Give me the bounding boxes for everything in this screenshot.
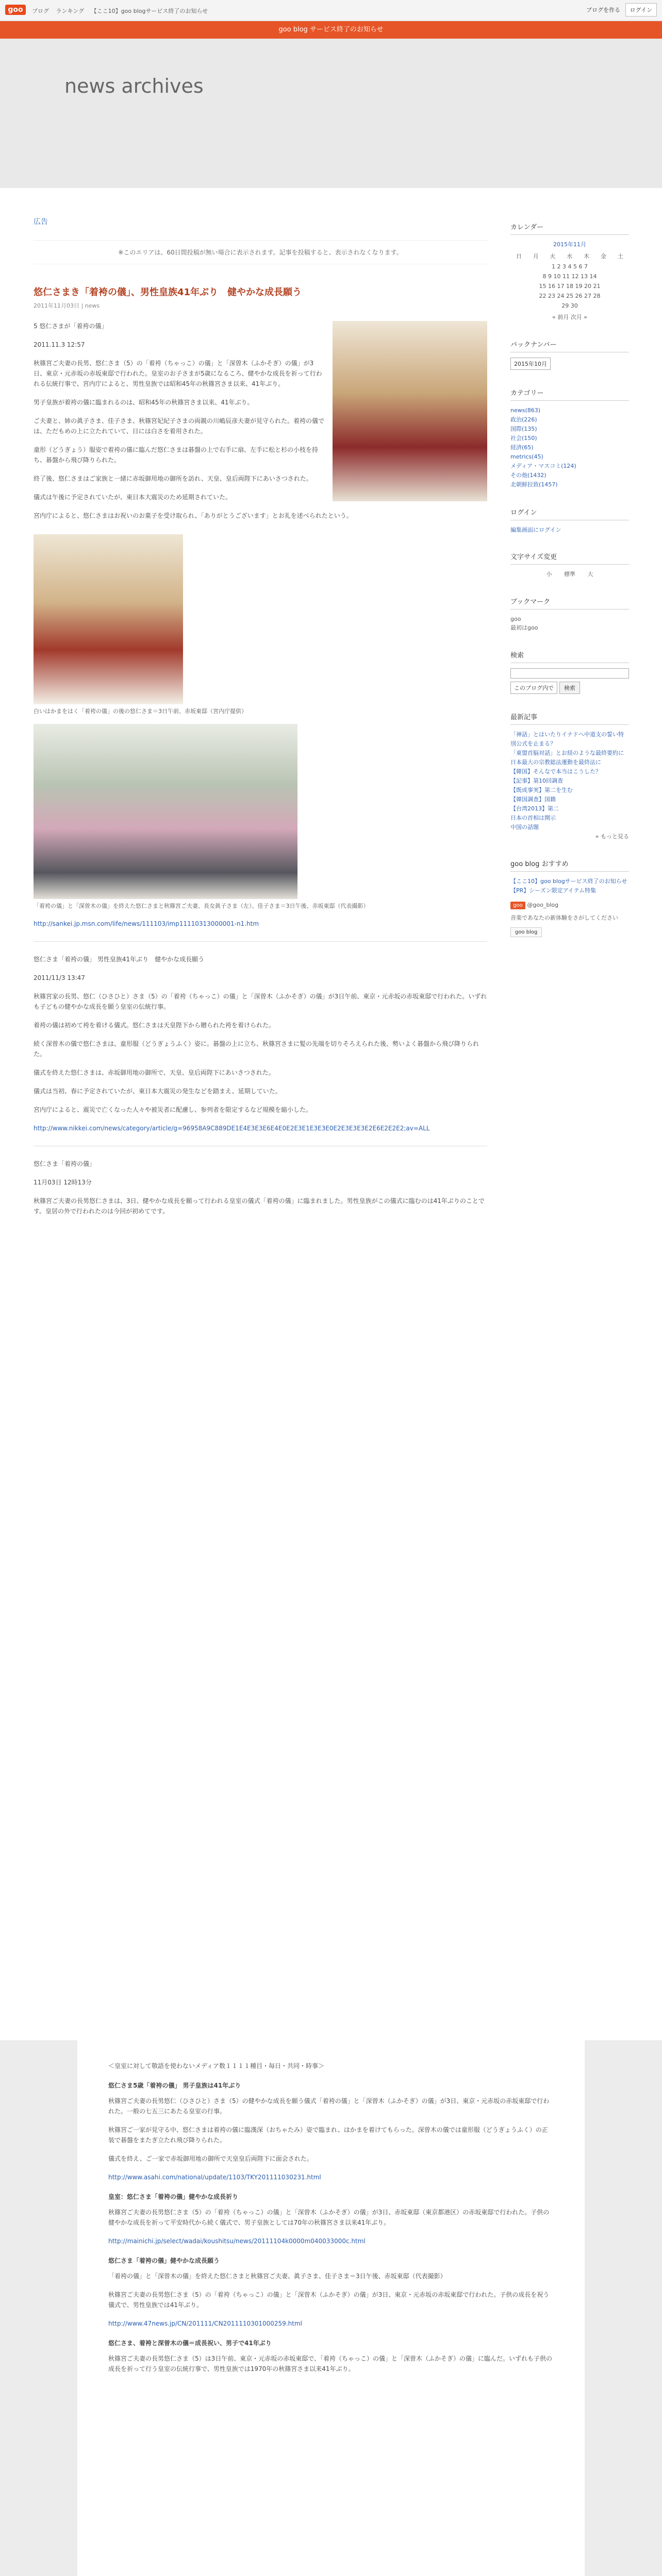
calendar-title: カレンダー: [510, 222, 629, 235]
search-title: 検索: [510, 650, 629, 663]
category-title: カテゴリー: [510, 387, 629, 401]
photo-prince-right: [333, 321, 487, 501]
paragraph: 秋篠宮ご夫妻の長男悠仁さま（5）の「着袴（ちゃっこ）の儀」と「深曽木（ふかそぎ）の儀」が3日、東京・元赤坂の赤坂東邸で行われた。子供の成長を祝う儀式で、男性皇族では41年ぶり。: [108, 2291, 550, 2309]
paragraph: 秋篠宮ご夫妻の長男悠仁（ひさひと）さま（5）の健やかな成長を願う儀式「着袴の儀」と「深曽木（ふかそぎ）の儀」が3日、東京・元赤坂の赤坂東邸で行われた。一般の七五三にあたる皇室の行事。: [108, 2097, 550, 2115]
source-title: 5 悠仁さまが「着袴の儀」: [34, 323, 108, 330]
recent-item[interactable]: 【韓国調査】国籍: [510, 796, 556, 803]
category-item[interactable]: 社会(150): [510, 435, 537, 442]
paragraph: ご夫妻と、姉の眞子さま、佳子さま、秋篠宮妃紀子さまの両親の川嶋辰彦夫妻が見守られた。着袴の儀では、ただもめの上に立たれていて、日には白さを着用された。: [34, 417, 325, 435]
weekday: 日: [516, 253, 522, 260]
goo-blog-badge[interactable]: goo blog: [510, 927, 542, 937]
entry-meta: 2011年11月03日 | news: [34, 302, 100, 309]
entry-body: [34, 321, 487, 1216]
sub-title: 悠仁さま「着袴の儀」 男性皇族41年ぶり 健やかな成長願う: [34, 956, 205, 963]
calendar-block: [510, 222, 629, 321]
calendar-table: [510, 250, 629, 311]
paragraph: 秋篠宮ご夫妻の長男悠仁さま（5）の「着袴（ちゃっこ）の儀」と「深曽木（ふかそぎ）の儀」が3日、赤坂東邸（東京都港区）の赤坂東邸で行われた。子供の健やかな成長を祈って平安時代から続く儀式で、男子皇族としては70年の秋篠宮さま以来41年ぶり。: [108, 2209, 550, 2226]
lower-panel-body: [77, 2040, 585, 2403]
paragraph: 儀式を終えた悠仁さまは、赤坂御用地の御所で、天皇、皇后両陛下にあいさつされた。: [34, 1069, 275, 1076]
bookmark-item[interactable]: goo: [510, 616, 521, 622]
sidebar: [510, 222, 629, 955]
photo-caption: 「着袴の儀」と「深曽木の儀」を終えた悠仁さまと秋篠宮ご夫妻、長女眞子さま（左）、佳子さま＝3日午後、赤坂東邸（代表撮影）: [34, 903, 369, 909]
recent-item[interactable]: 中国の話題: [510, 824, 539, 831]
weekday: 水: [567, 253, 573, 260]
textsize-block: [510, 551, 629, 579]
login-block: [510, 507, 629, 534]
calendar-row: 29 30: [561, 302, 578, 309]
blog-header: [0, 39, 662, 188]
panel-section-title: 悠仁さま、着袴と深曽木の儀＝成長祝い、男子で41年ぶり: [108, 2340, 272, 2347]
weekday: 月: [533, 253, 539, 260]
category-item[interactable]: metrics(45): [510, 453, 543, 460]
goo-logo[interactable]: goo: [5, 5, 26, 15]
recent-item[interactable]: 【韓国】そんなで本当はこうした？: [510, 768, 601, 775]
top-right: [586, 3, 657, 16]
paragraph: 秋篠宮ご夫妻の長男、悠仁さま（5）の「着袴（ちゃっこ）の儀」と「深曽木（ふかそぎ）の儀」が3日、東京・元赤坂の赤坂東邸で行われた。皇室のお子さまが5歳になるころ、健やかな成長を祈って行われる伝統行事で、宮内庁によると、男性皇族では昭和45年の秋篠宮さま以来、41年ぶり。: [34, 360, 322, 387]
search-scope-select[interactable]: このブログ内で: [510, 682, 557, 694]
paragraph: 儀式を終え、ご一家で赤坂御用地の御所で天皇皇后両陛下に面会された。: [108, 2155, 313, 2162]
category-item[interactable]: メディア・マスコミ(124): [510, 463, 576, 469]
nav-notice[interactable]: 【ここ10】goo blogサービス終了のお知らせ: [91, 8, 208, 14]
recent-title: 最新記事: [510, 711, 629, 725]
paragraph: 終了後、悠仁さまはご家族と一緒に赤坂御用地の御所を訪れ、天皇、皇后両陛下にあいさつされた。: [34, 475, 312, 482]
edit-login-link[interactable]: 編集画面にログイン: [510, 527, 561, 533]
paragraph: 儀式は当初、春に予定されていたが、東日本大震災の発生などを踏まえ、延期していた。: [34, 1088, 282, 1095]
category-list: [510, 406, 629, 489]
search-block: [510, 650, 629, 694]
calendar-row: 15 16 17 18 19 20 21: [539, 283, 601, 290]
recent-block: [510, 711, 629, 841]
calendar-row: 22 23 24 25 26 27 28: [539, 293, 601, 299]
ad-label: 広告: [34, 218, 48, 226]
paragraph: 秋篠宮家の長男、悠仁（ひさひと）さま（5）の「着袴（ちゃっこ）の儀」と「深曽木（ふかそぎ）の儀」が3日午前、東京・元赤坂の赤坂東邸で行われた。いずれも子どもの健やかな成長を願う皇室の伝統行事。: [34, 993, 487, 1010]
weekday: 火: [550, 253, 556, 260]
category-item[interactable]: news(863): [510, 407, 541, 414]
calendar-row: 1 2 3 4 5 6 7: [552, 263, 588, 270]
paragraph: 儀式は午後に予定されていたが、東日本大震災のため延期されていた。: [34, 494, 232, 501]
recommend-list: [510, 877, 629, 895]
paragraph: 童形（どうぎょう）服姿で着袴の儀に臨んだ悠仁さまは碁盤の上で右手に扇、左手に松と杉の小枝を持ち、碁盤から飛び降りられた。: [34, 446, 319, 464]
bookmark-block: [510, 596, 629, 632]
textsize-large[interactable]: 大: [587, 571, 593, 578]
search-button[interactable]: 検索: [559, 682, 580, 694]
source-link[interactable]: http://sankei.jp.msn.com/life/news/111103/imp11110313000001-n1.htm: [34, 920, 259, 927]
source-link[interactable]: http://www.asahi.com/national/update/1103/TKY201111030231.html: [108, 2174, 321, 2181]
login-title: ログイン: [510, 507, 629, 520]
lower-section: [0, 2040, 662, 2576]
entry: [34, 285, 487, 1216]
paragraph: 宮内庁によると、震災で亡くなった人々や被災者に配慮し、参列者を限定するなど規模を縮小した。: [34, 1106, 312, 1113]
category-item[interactable]: 国際(135): [510, 426, 537, 432]
entry-title[interactable]: 悠仁さまき「着袴の儀」、男性皇族41年ぶり 健やかな成長願う: [34, 287, 302, 298]
category-item[interactable]: 経済(65): [510, 444, 534, 451]
paragraph: 着袴の儀は初めて袴を着ける儀式。悠仁さまは天皇陛下から贈られた袴を着けられた。: [34, 1022, 275, 1029]
paragraph: 続く深曽木の儀で悠仁さまは、童形服（どうぎょうふく）姿に。碁盤の上に立ち、秋篠宮さまに髪の先端を切りそろえられた後、勢いよく碁盤から飛び降りられた。: [34, 1040, 479, 1058]
backnumber-select[interactable]: 2015年10月: [510, 358, 551, 370]
nav-blog[interactable]: ブログ: [32, 8, 49, 14]
recommend-block: [510, 858, 629, 937]
source-link[interactable]: http://www.47news.jp/CN/201111/CN2011110301000259.html: [108, 2320, 302, 2327]
calendar-nav[interactable]: « 前月 次月 »: [552, 314, 587, 320]
photo-family: [34, 724, 297, 899]
backnumber-block: [510, 339, 629, 370]
source-link[interactable]: http://www.nikkei.com/news/category/article/g=96958A9C889DE1E4E3E3E6E4E0E2E3E1E3E3E0E2E3E3E3E2E6E2E2E2;av=ALL: [34, 1125, 430, 1132]
paragraph: 宮内庁によると、悠仁さまはお祝いのお菓子を受け取られ、「ありがとうございます」とお礼を述べられたという。: [34, 512, 353, 519]
recent-item[interactable]: 【台湾2013】第二: [510, 805, 559, 812]
paragraph: 「着袴の儀」と「深曽木の儀」を終えた悠仁さまと秋篠宮ご夫妻、眞子さま、佳子さま＝3日午後、赤坂東邸（代表撮影）: [108, 2273, 446, 2280]
service-end-notice[interactable]: goo blog サービス終了のお知らせ: [0, 21, 662, 39]
recent-item[interactable]: 【既成事実】第二を生む: [510, 787, 573, 793]
panel-intro: ＜皇室に対して敬語を使わないメディア数１１１１種目・毎日・共同・時事＞: [108, 2062, 325, 2070]
recent-item[interactable]: 日本最大の宗教総法運動を最終法に: [510, 759, 601, 766]
top-nav: [32, 7, 213, 15]
lower-panel: [77, 2040, 585, 2576]
recent-item[interactable]: 日本の首相は開示: [510, 815, 556, 821]
follow-text: 音楽であなたの新体験をさがしてください: [510, 914, 618, 921]
recent-list: [510, 730, 629, 832]
source-link[interactable]: http://mainichi.jp/select/wadai/koushitsu/news/20111104k0000m040033000c.html: [108, 2238, 366, 2245]
create-blog-link[interactable]: ブログを作る: [586, 7, 621, 13]
category-item[interactable]: 北朝鮮拉致(1457): [510, 481, 558, 488]
recent-more-link[interactable]: » もっと見る: [595, 833, 629, 840]
paragraph: 秋篠宮ご一家が見守る中、悠仁さまは着袴の儀に臨漢深（おちゃたみ）姿で臨まれ、はかまを着けてもらった。深曽木の儀では童形服（どうぎょうふく）の正装で碁盤をまたぎ立たれ飛び降りられた。: [108, 2126, 548, 2144]
recent-item[interactable]: 「神話」とはいたりイナドへ中道支の誓い特別公式を止まる？: [510, 731, 624, 747]
goo-follow-icon: goo: [510, 902, 525, 909]
blog-title[interactable]: news archives: [64, 75, 204, 97]
panel-section-title: 悠仁さま「着袴の儀」健やかな成長願う: [108, 2257, 220, 2264]
calendar-row: 8 9 10 11 12 13 14: [542, 273, 597, 280]
backnumber-title: バックナンバー: [510, 339, 629, 352]
recommend-item[interactable]: 【ここ10】goo blogサービス終了のお知らせ: [510, 878, 627, 885]
sub-title: 悠仁さま「着袴の儀」: [34, 1160, 96, 1167]
source-date: 2011.11.3 12:57: [34, 341, 85, 348]
paragraph: 秋篠宮ご夫妻の長男悠仁さま（5）は3日午前、東京・元赤坂の赤坂東邸で、「着袴（ちゃっこ）の儀」と「深曽木（ふかそぎ）の儀」に臨んだ。いずれも子供の成長を祈って行う皇室の伝統行事で、男性皇族では1970年の秋篠宮さま以来41年ぶり。: [108, 2355, 553, 2372]
sub-date: 11月03日 12時13分: [34, 1179, 92, 1186]
category-item[interactable]: その他(1432): [510, 472, 547, 479]
textsize-small[interactable]: 小: [546, 571, 552, 578]
category-item[interactable]: 政治(226): [510, 416, 537, 423]
textsize-title: 文字サイズ変更: [510, 551, 629, 565]
divider: [34, 941, 487, 942]
nav-ranking[interactable]: ランキング: [56, 8, 85, 14]
textsize-normal[interactable]: 標準: [564, 571, 575, 578]
recent-item[interactable]: 【記事】第10回調査: [510, 777, 563, 784]
photo-prince-hakama: [34, 534, 183, 704]
bookmark-item[interactable]: 最初はgoo: [510, 624, 538, 631]
top-bar: [0, 0, 662, 21]
sub-date: 2011/11/3 13:47: [34, 974, 85, 981]
photo-caption: 白いはかまをはく「着袴の儀」の後の悠仁さま＝3日午前、赤坂東邸（宮内庁提供）: [34, 708, 247, 715]
weekday: 土: [617, 253, 623, 260]
calendar-month[interactable]: 2015年11月: [553, 241, 586, 248]
weekday: 木: [584, 253, 590, 260]
category-block: [510, 387, 629, 489]
recent-item[interactable]: 「東盟首脳対話」とお経のような最終要約に: [510, 750, 624, 756]
panel-section-title: 悠仁さま5歳「着袴の儀」 男子皇族は41年ぶり: [108, 2082, 241, 2089]
search-input[interactable]: [510, 668, 629, 679]
recommend-item[interactable]: 【PR】シーズン限定アイテム特集: [510, 887, 597, 894]
login-button[interactable]: ログイン: [625, 3, 657, 16]
inactivity-notice: ※このエリアは、60日間投稿が無い場合に表示されます。記事を投稿すると、表示されなくなります。: [34, 240, 487, 264]
recommend-title: goo blog おすすめ: [510, 858, 629, 872]
follow-label[interactable]: @goo_blog: [527, 902, 559, 908]
paragraph: 秋篠宮ご夫妻の長男悠仁さまは、3日、健やかな成長を願って行われる皇室の儀式「着袴の儀」に臨まれました。男性皇族がこの儀式に臨むのは41年ぶりのことです。皇居の外で行われたのは今回が初めてです。: [34, 1197, 485, 1215]
paragraph: 男子皇族が着袴の儀に臨まれるのは、昭和45年の秋篠宮さま以来、41年ぶり。: [34, 399, 254, 406]
weekday: 金: [600, 253, 606, 260]
panel-section-title: 皇室：悠仁さま「着袴の儀」健やかな成長祈り: [108, 2193, 239, 2200]
main-column: [34, 216, 487, 1225]
bookmark-title: ブックマーク: [510, 596, 629, 609]
